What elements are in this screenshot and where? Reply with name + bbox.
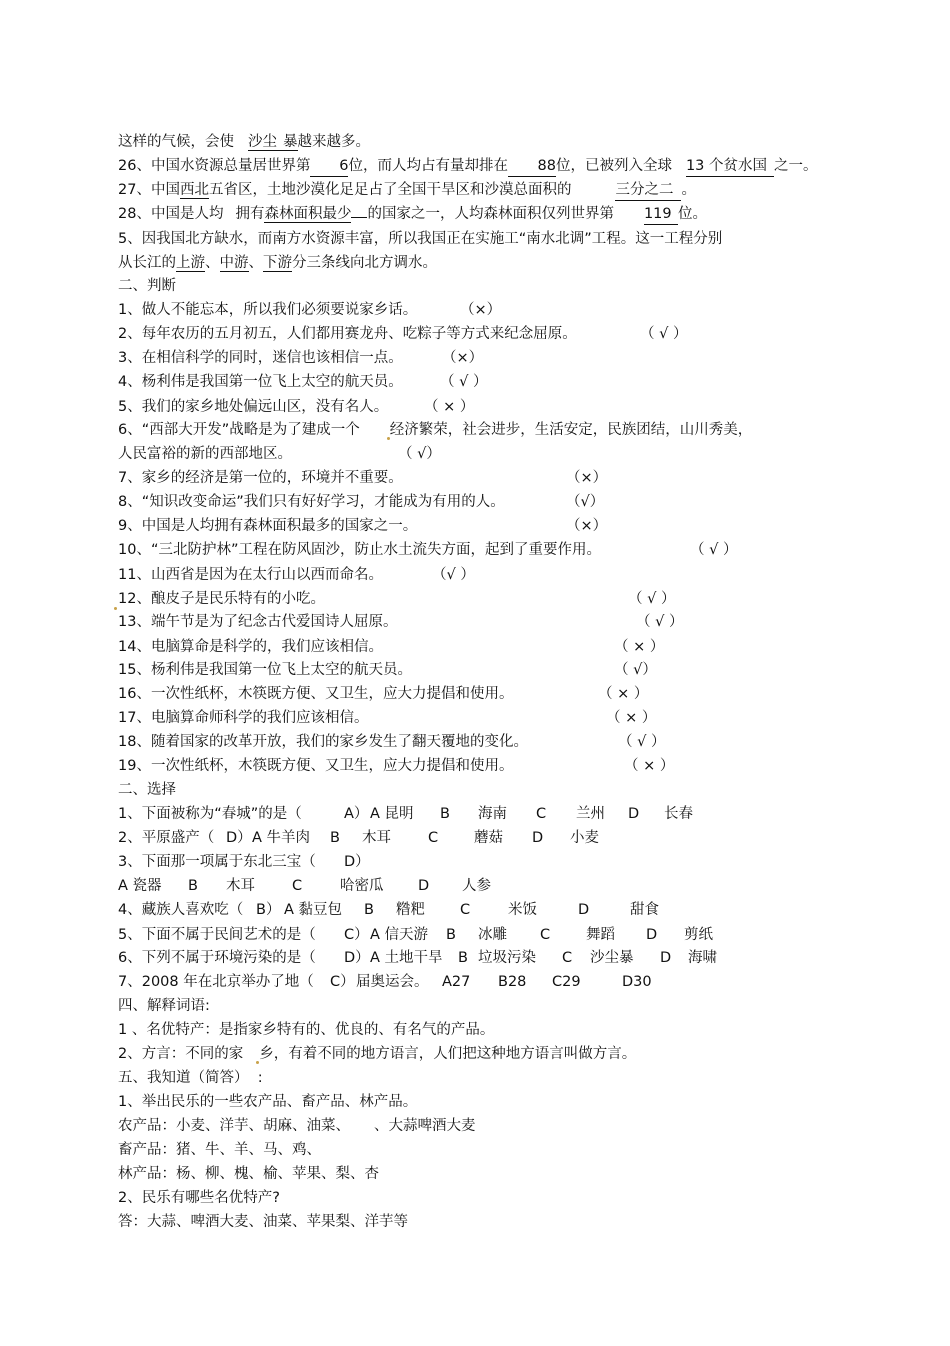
choice-option-letter: D [646, 927, 658, 943]
judge-item: 7、家乡的经济是第一位的，环境并不重要。 [118, 470, 403, 486]
fill-line-climate: 这样的气候，会使 沙尘 暴越来越多。 [118, 134, 370, 150]
choice-answer: D） [344, 950, 370, 966]
answer-blank: 13 个贫水国 [686, 156, 774, 177]
choice-option-letter: D [532, 830, 544, 846]
choice-option: A 昆明 [370, 806, 414, 822]
choice-answer: B） [256, 902, 281, 918]
choice-stem: 4、藏族人喜欢吃（ [118, 902, 244, 918]
section-title-judge: 二、判断 [118, 278, 176, 294]
judge-mark: （ × ） [624, 758, 675, 774]
judge-item: 10、“三北防护林”工程在防风固沙，防止水土流失方面，起到了重要作用。 [118, 542, 601, 558]
know-item: 林产品：杨、柳、槐、榆、苹果、梨、杏 [118, 1166, 379, 1182]
know-item: 农产品：小麦、洋芋、胡麻、油菜、 、大蒜啤酒大麦 [118, 1118, 476, 1134]
choice-option: A 瓷器 [118, 878, 162, 894]
explain-item: 2、方言：不同的家 乡，有着不同的地方语言，人们把这种地方语言叫做方言。 [118, 1046, 637, 1062]
choice-option: 小麦 [570, 830, 599, 846]
speck-mark [114, 590, 117, 610]
judge-item: 16、一次性纸杯，木筷既方便、又卫生，应大力提倡和使用。 [118, 686, 514, 702]
choice-option-letter: B [364, 902, 374, 918]
choice-option: 沙尘暴 [590, 950, 634, 966]
section-title-explain: 四、解释词语: [118, 998, 210, 1014]
judge-mark: （√ ） [432, 567, 475, 583]
judge-mark: （×） [566, 470, 608, 486]
judge-item: 11、山西省是因为在太行山以西而命名。 [118, 567, 383, 583]
choice-option-letter: B [440, 806, 450, 822]
choice-option: D30 [622, 974, 652, 990]
choice-answer: C） [330, 974, 355, 990]
section-title-know: 五、我知道（简答） : [118, 1070, 263, 1086]
choice-option-letter: C [292, 878, 303, 894]
judge-item: 15、杨利伟是我国第一位飞上太空的航天员。 [118, 662, 412, 678]
judge-item: 6、“西部大开发”战略是为了建成一个 经济繁荣，社会进步，生活安定，民族团结，山川秀美， [118, 422, 753, 438]
choice-option: 木耳 [362, 830, 391, 846]
choice-stem: 5、下面不属于民间艺术的是（ [118, 927, 316, 943]
choice-option-letter: C [540, 927, 551, 943]
judge-item: 8、“知识改变命运”我们只有好好学习，才能成为有用的人。 [118, 494, 505, 510]
judge-mark: （×） [442, 350, 484, 366]
answer-blank: 119 [644, 204, 678, 225]
choice-option: 木耳 [226, 878, 255, 894]
judge-item: 17、电脑算命师科学的我们应该相信。 [118, 710, 369, 726]
judge-mark: （ √ ） [640, 326, 688, 342]
choice-option-letter: B [458, 950, 468, 966]
choice-answer: D） [226, 830, 252, 846]
choice-stem: 6、下列不属于环境污染的是（ [118, 950, 316, 966]
choice-option: 蘑菇 [474, 830, 503, 846]
judge-item: 9、中国是人均拥有森林面积最多的国家之一。 [118, 518, 418, 534]
answer-blank: 上游 [176, 255, 205, 271]
know-item: 1、举出民乐的一些农产品、畜产品、林产品。 [118, 1094, 418, 1110]
explain-item: 1 、名优特产：是指家乡特有的、优良的、有名气的产品。 [118, 1022, 495, 1038]
choice-option: 糌粑 [396, 902, 425, 918]
judge-mark: （ √ ） [636, 614, 684, 630]
choice-option: 长春 [664, 806, 693, 822]
choice-option: A 信天游 [370, 927, 429, 943]
choice-option-letter: D [660, 950, 672, 966]
fill-line-27: 27、中国西北五省区，土地沙漠化足足占了全国干旱区和沙漠总面积的 三分之二 。 [118, 180, 696, 200]
judge-mark: （ × ） [424, 399, 475, 415]
choice-option: 米饭 [508, 902, 537, 918]
judge-item: 14、电脑算命是科学的，我们应该相信。 [118, 639, 383, 655]
judge-mark: （ × ） [598, 686, 649, 702]
choice-option: A 土地干旱 [370, 950, 443, 966]
judge-item: 人民富裕的新的西部地区。 [118, 446, 292, 462]
choice-stem: 7、2008 年在北京举办了地（ [118, 974, 314, 990]
judge-item: 2、每年农历的五月初五，人们都用赛龙舟、吃粽子等方式来纪念屈原。 [118, 326, 577, 342]
choice-stem: 2、平原盛产（ [118, 830, 215, 846]
judge-item: 3、在相信科学的同时，迷信也该相信一点。 [118, 350, 403, 366]
answer-blank: 暴 [277, 134, 298, 151]
choice-option: A 黏豆包 [284, 902, 343, 918]
section-title-choice: 二、选择 [118, 782, 176, 798]
judge-item: 4、杨利伟是我国第一位飞上太空的航天员。 [118, 374, 403, 390]
choice-option-letter: B [188, 878, 198, 894]
choice-option-letter: B [330, 830, 340, 846]
choice-option: A27 [442, 974, 471, 990]
fill-line-5a: 5、因我国北方缺水，而南方水资源丰富，所以我国正在实施工“南水北调”工程。这一工程分别 [118, 231, 723, 247]
judge-item: 1、做人不能忘本，所以我们必须要说家乡话。 [118, 302, 418, 318]
choice-option: 垃圾污染 [478, 950, 536, 966]
know-item: 畜产品：猪、牛、羊、马、鸡、 [118, 1142, 321, 1158]
know-item: 答：大蒜、啤酒大麦、油菜、苹果梨、洋芋等 [118, 1214, 408, 1230]
choice-option: B28 [498, 974, 527, 990]
choice-option: 哈密瓜 [340, 878, 384, 894]
judge-item: 13、端午节是为了纪念古代爱国诗人屈原。 [118, 614, 398, 630]
answer-blank: 下游 [263, 255, 292, 271]
choice-option-letter: B [446, 927, 456, 943]
choice-option-letter: D [578, 902, 590, 918]
choice-option-letter: C [562, 950, 573, 966]
choice-stem: 3、下面那一项属于东北三宝（ [118, 854, 316, 870]
judge-mark: （ √ ） [628, 591, 676, 607]
fill-line-5b: 从长江的上游、中游、下游分三条线向北方调水。 [118, 255, 437, 271]
judge-mark: （ × ） [606, 710, 657, 726]
choice-answer: C） [344, 927, 369, 943]
choice-option-letter: D [418, 878, 430, 894]
answer-blank: 中游 [219, 255, 249, 271]
choice-option: 剪纸 [684, 927, 713, 943]
choice-option: 冰雕 [478, 927, 507, 943]
answer-blank: 6 [310, 156, 348, 177]
judge-item: 5、我们的家乡地处偏远山区，没有名人。 [118, 399, 389, 415]
choice-option: 舞蹈 [586, 927, 615, 943]
judge-mark: （ √ ） [618, 734, 666, 750]
choice-option: 海啸 [688, 950, 717, 966]
choice-option: 人参 [462, 878, 491, 894]
judge-mark: （×） [460, 302, 502, 318]
judge-item: 19、一次性纸杯，木筷既方便、又卫生，应大力提倡和使用。 [118, 758, 514, 774]
choice-option: A 牛羊肉 [252, 830, 311, 846]
judge-item: 18、随着国家的改革开放，我们的家乡发生了翻天覆地的变化。 [118, 734, 528, 750]
know-item: 2、民乐有哪些名优特产? [118, 1190, 280, 1206]
judge-mark: （ √） [614, 662, 657, 678]
judge-mark: （ × ） [614, 639, 665, 655]
answer-blank: 88 [508, 156, 556, 177]
fill-line-26: 26、中国水资源总量居世界第 6位，而人均占有量却排在 88位，已被列入全球 13 个贫水国 之一。 [118, 156, 817, 176]
choice-option: 届奥运会。 [356, 974, 429, 990]
judge-mark: （×） [566, 518, 608, 534]
choice-option-letter: C [460, 902, 471, 918]
judge-mark: （ √ ） [690, 542, 738, 558]
choice-option: 海南 [478, 806, 507, 822]
judge-mark: （ √ ） [440, 374, 488, 390]
choice-stem: 1、下面被称为“春城”的是（ [118, 806, 302, 822]
choice-option: C29 [552, 974, 581, 990]
answer-blank: 森林面积最少 [264, 206, 352, 222]
choice-answer: A） [344, 806, 369, 822]
answer-blank: 三分之二 [615, 180, 681, 201]
judge-item: 12、酿皮子是民乐特有的小吃。 [118, 591, 325, 607]
choice-option: 甜食 [630, 902, 659, 918]
choice-option: 兰州 [576, 806, 605, 822]
fill-line-28: 28、中国是人均 拥有森林面积最少 的国家之一，人均森林面积仅列世界第 119 位。 [118, 204, 707, 224]
choice-option-letter: D [628, 806, 640, 822]
choice-answer: D） [344, 854, 370, 870]
judge-mark: （ √） [398, 446, 441, 462]
answer-blank: 西北 [179, 182, 209, 198]
answer-blank: 沙尘 [248, 134, 277, 150]
judge-mark: （√） [566, 494, 605, 510]
choice-option-letter: C [428, 830, 439, 846]
choice-option-letter: C [536, 806, 547, 822]
